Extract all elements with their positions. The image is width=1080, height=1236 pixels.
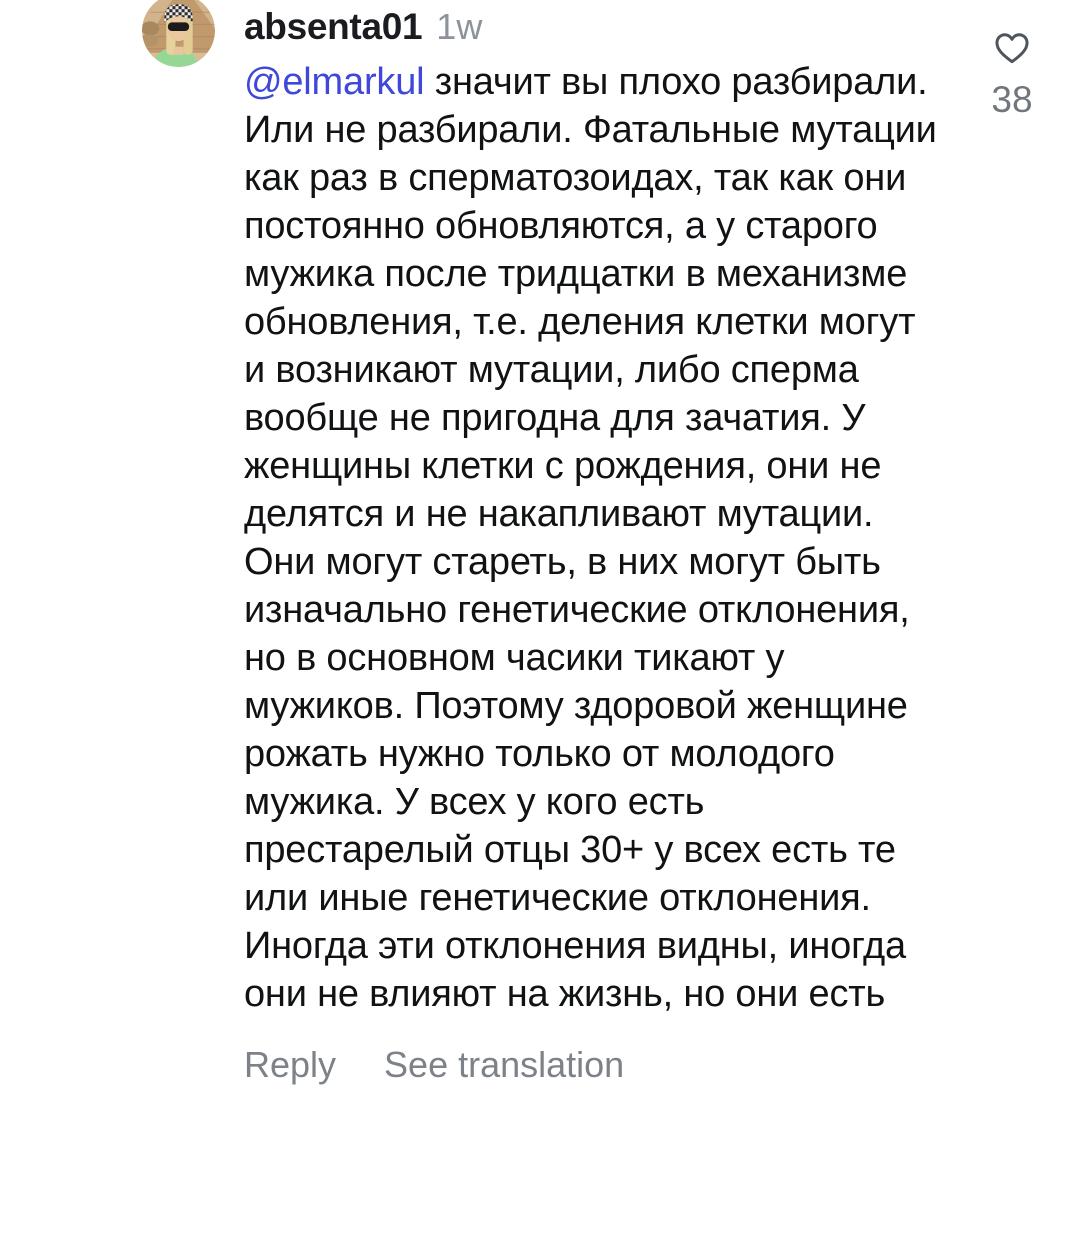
like-count: 38 (991, 79, 1033, 120)
like-column (976, 26, 1048, 120)
heart-outline-icon (991, 26, 1033, 68)
reply-button[interactable]: Reply (244, 1044, 337, 1085)
comment-body-text: значит вы плохо разбирали. Или не разбирали. Фатальные мутации как раз в сперматозоидах, так как они постоянно обновляются, а у старого мужика после тридцатки в механизме обновления, т.е. деления клетки могут и возникают мутации, либо сперма вообще не пригодна для зачатия. У женщины клетки с рождения, они не делятся и не накапливают мутации. Они могут стареть, в них могут быть изначально генетические отклонения, но в основном часики тикают у мужиков. Поэтому здоровой женщине рожать нужно только от молодого мужика. У всех у кого есть престарелый отцы 30+ у всех есть те или иные генетические отклонения. Иногда эти отклонения видны, иногда они не влияют на жизнь, но они есть (244, 61, 937, 1015)
comment-header (244, 4, 944, 50)
see-translation-button[interactable]: See translation (384, 1044, 625, 1085)
avatar[interactable] (142, 0, 215, 67)
comment-actions (244, 1044, 944, 1086)
comment-text (244, 58, 944, 1018)
avatar-photo (142, 0, 215, 67)
like-button[interactable] (991, 26, 1033, 68)
timestamp: 1w (436, 6, 483, 47)
mention-link[interactable]: @elmarkul (244, 61, 425, 103)
comment-content (244, 4, 944, 1086)
username[interactable]: absenta01 (244, 6, 423, 47)
